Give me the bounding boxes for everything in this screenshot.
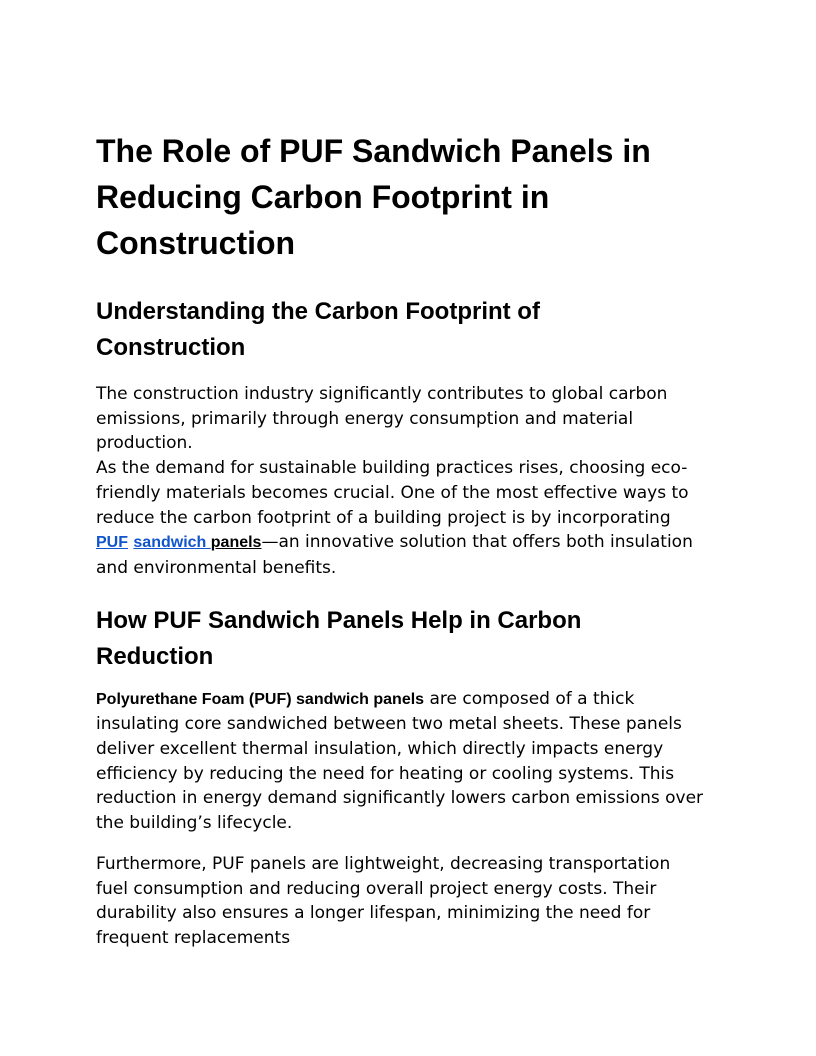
section2-paragraph-1 bbox=[96, 687, 716, 836]
link-panels[interactable]: panels bbox=[210, 534, 262, 552]
section1-sentence-1: The construction industry significantly contributes to global carbon emissions, primarily through energy consumption and material production. bbox=[96, 384, 668, 454]
document-title: The Role of PUF Sandwich Panels in Reducing Carbon Footprint in Construction bbox=[96, 133, 651, 261]
link-puf[interactable]: PUF bbox=[96, 534, 128, 552]
document-page bbox=[96, 128, 720, 951]
puf-panels-bold-lead: Polyurethane Foam (PUF) sandwich panels bbox=[96, 690, 425, 708]
section1-sentence-2-end: —an innovative solution that offers both insulation and environmental benefits. bbox=[96, 532, 693, 578]
section1-paragraph bbox=[96, 382, 696, 581]
section-heading-carbon-footprint: Understanding the Carbon Footprint of Construction bbox=[96, 298, 540, 361]
link-sandwich[interactable]: sandwich bbox=[133, 534, 211, 552]
section-heading-carbon-reduction: How PUF Sandwich Panels Help in Carbon Reduction bbox=[96, 606, 582, 670]
section2-paragraph-1-text: are composed of a thick insulating core sandwiched between two metal sheets. These panels deliver excellent thermal insulation, which directly impacts energy efficiency by reducing the need for heating or cooling systems. This reduction in energy demand significantly lowers carbon emissions over the building’s lifecycle. bbox=[96, 688, 704, 834]
section2-paragraph-2: Furthermore, PUF panels are lightweight, decreasing transportation fuel consumption and reducing overall project energy costs. Their durability also ensures a longer lifespan, minimizing the need for frequent replacements bbox=[96, 853, 671, 948]
section1-sentence-2: As the demand for sustainable building practices rises, choosing eco-friendly materials becomes crucial. One of the most effective ways to reduce the carbon footprint of a building project is by incorporating bbox=[96, 458, 689, 528]
